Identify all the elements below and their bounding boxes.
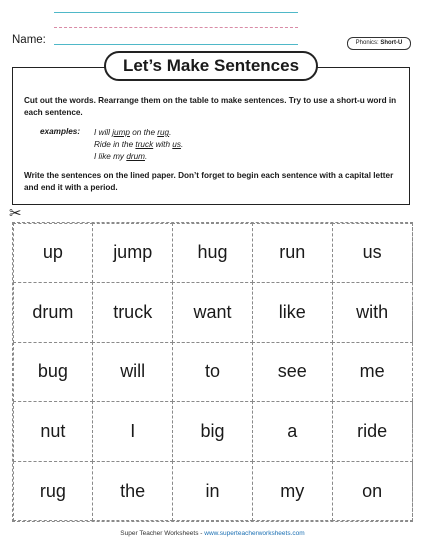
footer-brand: Super Teacher Worksheets - xyxy=(120,530,205,537)
example-text: Ride in the xyxy=(94,140,136,149)
word-card[interactable]: up xyxy=(13,223,94,284)
example-sentence-2 xyxy=(94,139,183,151)
word-card[interactable]: will xyxy=(92,342,173,403)
word-card[interactable]: see xyxy=(252,342,333,403)
example-text: . xyxy=(144,152,148,161)
footer xyxy=(0,530,425,537)
name-guide-baseline[interactable] xyxy=(54,44,298,45)
name-guide-midline xyxy=(54,27,298,28)
footer-site-link[interactable]: www.superteacherworksheets.com xyxy=(204,530,305,537)
word-card[interactable]: on xyxy=(332,461,413,522)
word-card[interactable]: truck xyxy=(92,282,173,343)
example-sentence-1 xyxy=(94,127,171,139)
word-card[interactable]: bug xyxy=(13,342,94,403)
word-card[interactable]: run xyxy=(252,223,333,284)
example-text: . xyxy=(180,140,184,149)
word-card[interactable]: rug xyxy=(13,461,94,522)
example-text: I will xyxy=(94,128,113,137)
phonics-prefix: Phonics: xyxy=(355,40,381,46)
word-card[interactable]: I xyxy=(92,401,173,462)
name-label: Name: xyxy=(12,34,46,46)
word-card[interactable]: big xyxy=(172,401,253,462)
word-card[interactable]: the xyxy=(92,461,173,522)
example-short-u-word: us xyxy=(172,140,181,149)
examples-label: examples: xyxy=(40,127,81,136)
word-card[interactable]: with xyxy=(332,282,413,343)
word-card[interactable]: a xyxy=(252,401,333,462)
word-card[interactable]: my xyxy=(252,461,333,522)
example-text: . xyxy=(169,128,172,137)
word-card[interactable]: want xyxy=(172,282,253,343)
example-short-u-word: drum xyxy=(126,152,145,161)
instructions-part1: Cut out the words. Rearrange them on the table to make sentences. Try to use a short-u word in each sentence. xyxy=(24,96,397,117)
example-short-u-word: rug xyxy=(157,128,170,137)
page-title: Let’s Make Sentences xyxy=(104,51,318,81)
word-card[interactable]: me xyxy=(332,342,413,403)
word-card[interactable]: to xyxy=(172,342,253,403)
example-text: I like my xyxy=(94,152,127,161)
example-short-u-word: jump xyxy=(112,128,130,137)
word-card[interactable]: nut xyxy=(13,401,94,462)
example-text: with xyxy=(153,140,173,149)
word-card[interactable]: jump xyxy=(92,223,173,284)
word-card[interactable]: like xyxy=(252,282,333,343)
scissors-icon: ✂ xyxy=(9,205,22,222)
word-card[interactable]: us xyxy=(332,223,413,284)
word-card[interactable]: hug xyxy=(172,223,253,284)
example-text: on the xyxy=(129,128,158,137)
instructions-part2: Write the sentences on the lined paper. Don’t forget to begin each sentence with a capital letter and end it with a period. xyxy=(24,171,394,192)
example-sentence-3 xyxy=(94,151,147,163)
phonics-topic: Short-U xyxy=(380,40,403,46)
phonics-badge xyxy=(347,37,411,50)
word-card-grid xyxy=(12,222,413,522)
example-short-u-word: truck xyxy=(135,140,154,149)
name-guide-top-line xyxy=(54,12,298,13)
word-card[interactable]: in xyxy=(172,461,253,522)
word-card[interactable]: ride xyxy=(332,401,413,462)
word-card[interactable]: drum xyxy=(13,282,94,343)
